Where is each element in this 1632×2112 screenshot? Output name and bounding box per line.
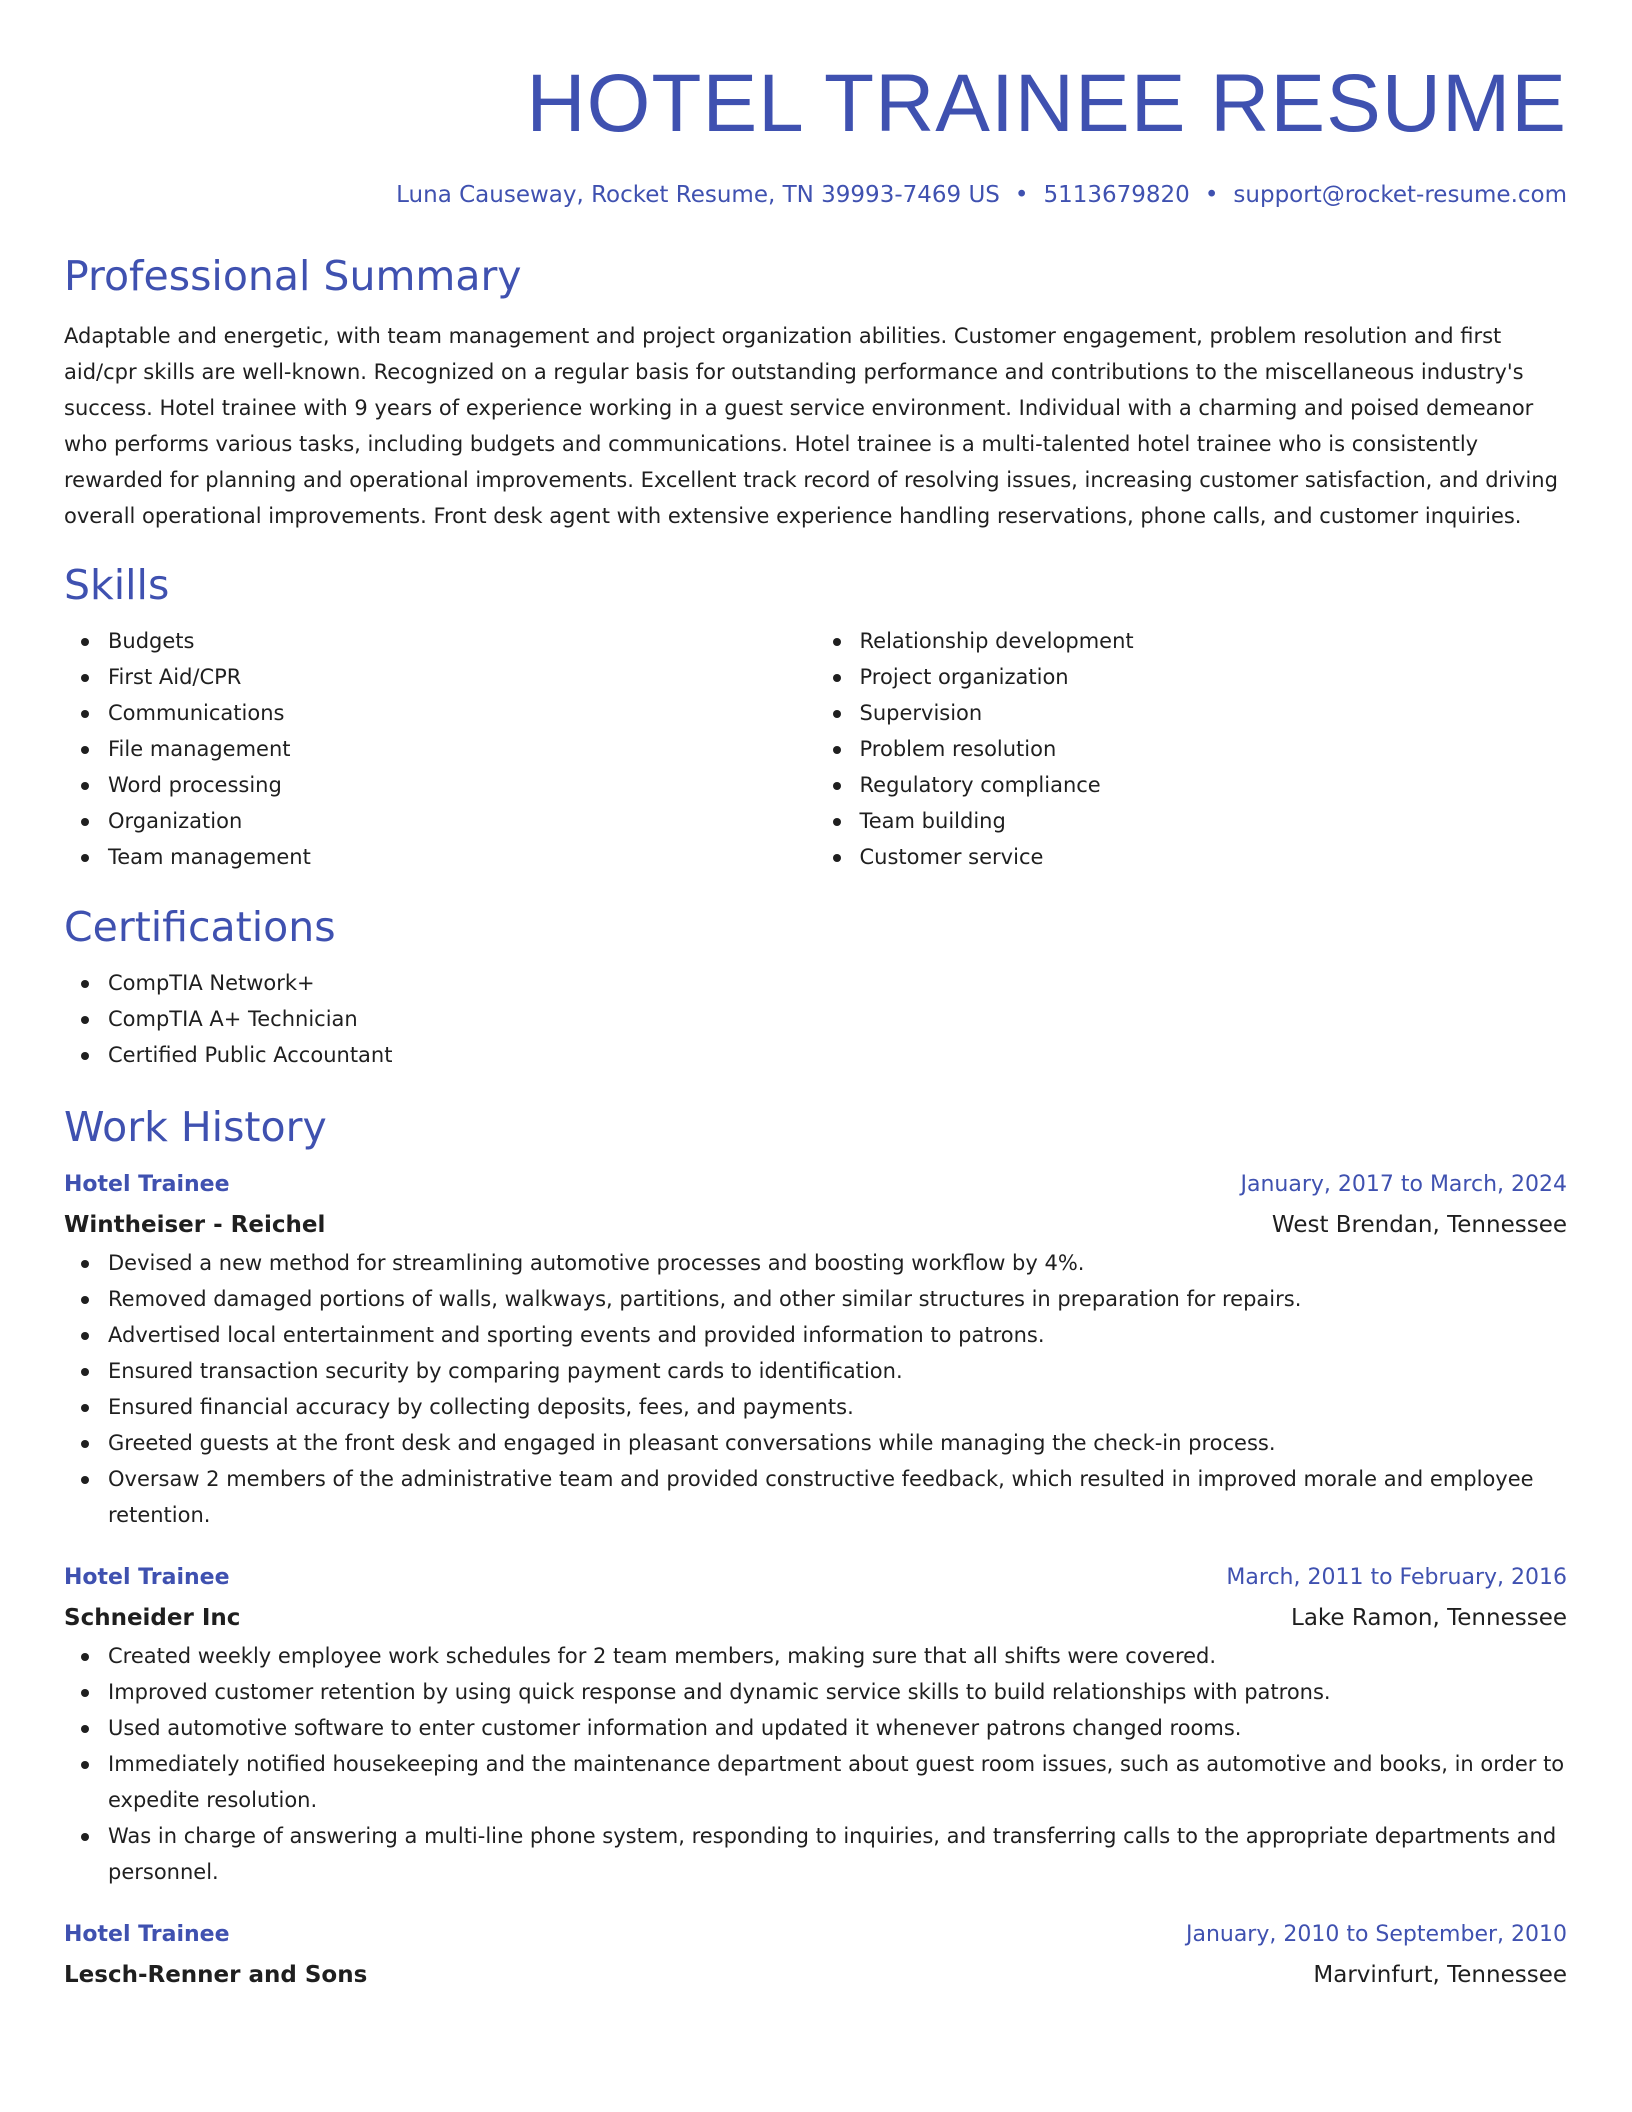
job-title: Hotel Trainee bbox=[64, 1565, 230, 1590]
contact-email: support@rocket-resume.com bbox=[1233, 182, 1567, 208]
job-duty: Was in charge of answering a multi-line phone system, responding to inquiries, and transferring calls to the appropriate departments and personnel. bbox=[108, 1818, 1567, 1890]
job-duty: Oversaw 2 members of the administrative team and provided constructive feedback, which resulted in improved morale and employee retention. bbox=[108, 1461, 1567, 1533]
skill-item: Organization bbox=[108, 803, 816, 839]
job-title: Hotel Trainee bbox=[64, 1922, 230, 1947]
contact-address: Luna Causeway, Rocket Resume, TN 39993-7469 US bbox=[396, 182, 1000, 208]
skills-right-column bbox=[816, 623, 1568, 875]
job-entry bbox=[64, 1915, 1567, 1995]
job-duty: Improved customer retention by using quick response and dynamic service skills to build relationships with patrons. bbox=[108, 1674, 1567, 1710]
skill-item: Word processing bbox=[108, 767, 816, 803]
skill-item: Project organization bbox=[860, 659, 1568, 695]
skill-item: First Aid/CPR bbox=[108, 659, 816, 695]
skill-item: Communications bbox=[108, 695, 816, 731]
certification-item: CompTIA Network+ bbox=[108, 965, 1567, 1001]
job-duty: Used automotive software to enter customer information and updated it whenever patrons changed rooms. bbox=[108, 1710, 1567, 1746]
certification-item: CompTIA A+ Technician bbox=[108, 1001, 1567, 1037]
skill-item: Customer service bbox=[860, 839, 1568, 875]
job-duty: Greeted guests at the front desk and engaged in pleasant conversations while managing the check-in process. bbox=[108, 1425, 1567, 1461]
resume-title: HOTEL TRAINEE RESUME bbox=[526, 58, 1567, 149]
job-duties-list bbox=[64, 1638, 1567, 1890]
certifications-heading: Certifications bbox=[64, 903, 336, 951]
work-history-heading: Work History bbox=[64, 1103, 327, 1151]
skill-item: Team management bbox=[108, 839, 816, 875]
job-dates: January, 2010 to September, 2010 bbox=[1185, 1922, 1567, 1947]
job-entry bbox=[64, 1558, 1567, 1890]
skill-item: Budgets bbox=[108, 623, 816, 659]
skill-item: File management bbox=[108, 731, 816, 767]
job-location: Marvinfurt, Tennessee bbox=[1313, 1962, 1567, 1988]
job-company: Schneider Inc bbox=[64, 1605, 241, 1631]
job-title: Hotel Trainee bbox=[64, 1172, 230, 1197]
job-duty: Ensured financial accuracy by collecting deposits, fees, and payments. bbox=[108, 1389, 1567, 1425]
job-location: West Brendan, Tennessee bbox=[1271, 1212, 1567, 1238]
skill-item: Team building bbox=[860, 803, 1568, 839]
job-entry bbox=[64, 1165, 1567, 1533]
job-duty: Created weekly employee work schedules for 2 team members, making sure that all shifts were covered. bbox=[108, 1638, 1567, 1674]
contact-line bbox=[64, 180, 1567, 210]
skill-item: Regulatory compliance bbox=[860, 767, 1568, 803]
job-dates: January, 2017 to March, 2024 bbox=[1240, 1172, 1567, 1197]
resume-page bbox=[64, 0, 1567, 1995]
job-duty: Removed damaged portions of walls, walkways, partitions, and other similar structures in preparation for repairs. bbox=[108, 1281, 1567, 1317]
summary-text: Adaptable and energetic, with team management and project organization abilities. Customer engagement, problem resolution and first aid/cpr skills are well-known. Recognized on a regular basis for outstanding performance and contributions to the miscellaneous industry's success. Hotel trainee with 9 years of experience working in a guest service environment. Individual with a charming and poised demeanor who performs various tasks, including budgets and communications. Hotel trainee is a multi-talented hotel trainee who is consistently rewarded for planning and operational improvements. Excellent track record of resolving issues, increasing customer satisfaction, and driving overall operational improvements. Front desk agent with extensive experience handling reservations, phone calls, and customer inquiries. bbox=[64, 324, 1558, 528]
skill-item: Relationship development bbox=[860, 623, 1568, 659]
job-company: Wintheiser - Reichel bbox=[64, 1212, 326, 1238]
contact-separator: • bbox=[1014, 182, 1029, 208]
job-duty: Immediately notified housekeeping and the maintenance department about guest room issues, such as automotive and books, in order to expedite resolution. bbox=[108, 1746, 1567, 1818]
job-dates: March, 2011 to February, 2016 bbox=[1226, 1565, 1567, 1590]
skills-heading: Skills bbox=[64, 561, 170, 609]
job-duties-list bbox=[64, 1245, 1567, 1533]
contact-phone: 5113679820 bbox=[1043, 182, 1190, 208]
job-location: Lake Ramon, Tennessee bbox=[1291, 1605, 1567, 1631]
job-company: Lesch-Renner and Sons bbox=[64, 1962, 368, 1988]
job-duty: Devised a new method for streamlining automotive processes and boosting workflow by 4%. bbox=[108, 1245, 1567, 1281]
certifications-list bbox=[64, 965, 1567, 1073]
skill-item: Problem resolution bbox=[860, 731, 1568, 767]
job-duty: Ensured transaction security by comparing payment cards to identification. bbox=[108, 1353, 1567, 1389]
job-duty: Advertised local entertainment and sporting events and provided information to patrons. bbox=[108, 1317, 1567, 1353]
skills-grid bbox=[64, 623, 1567, 875]
skill-item: Supervision bbox=[860, 695, 1568, 731]
skills-left-column bbox=[64, 623, 816, 875]
certification-item: Certified Public Accountant bbox=[108, 1037, 1567, 1073]
summary-heading: Professional Summary bbox=[64, 252, 522, 300]
contact-separator: • bbox=[1204, 182, 1219, 208]
